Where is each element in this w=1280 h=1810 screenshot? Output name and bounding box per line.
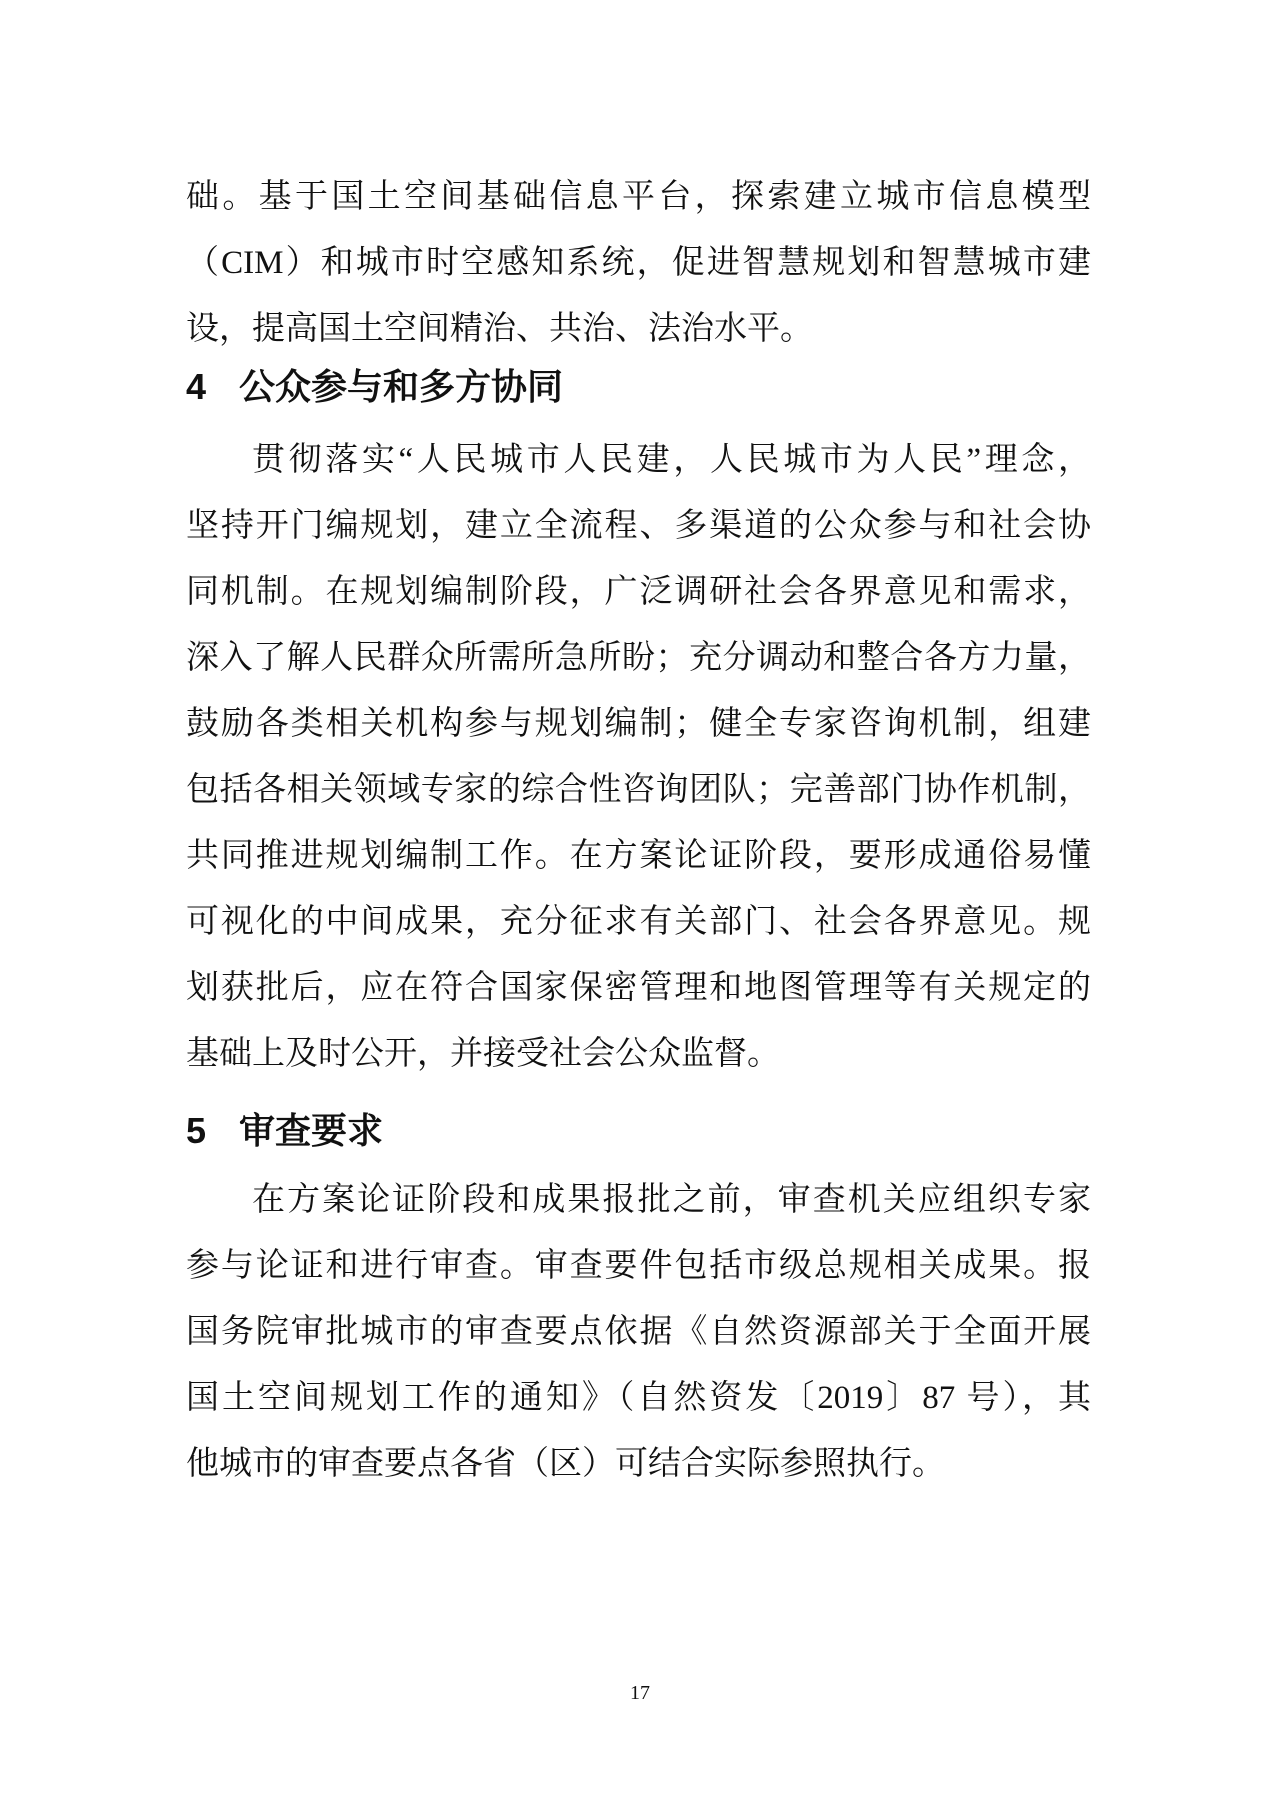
text-line: 同机制。在规划编制阶段，广泛调研社会各界意见和需求，	[186, 574, 1091, 610]
continuation-paragraph	[186, 164, 1091, 362]
text-line: 共同推进规划编制工作。在方案论证阶段，要形成通俗易懂	[186, 838, 1091, 874]
section-title: 审查要求	[239, 1110, 384, 1151]
text-line: 基础上及时公开，并接受社会公众监督。	[186, 1036, 780, 1072]
section-number: 5	[186, 1110, 207, 1151]
text-line: 他城市的审查要点各省（区）可结合实际参照执行。	[186, 1446, 945, 1482]
section-title: 公众参与和多方协同	[239, 366, 564, 407]
text-line: 包括各相关领域专家的综合性咨询团队；完善部门协作机制，	[186, 772, 1091, 808]
text-line: 国土空间规划工作的通知》（自然资发〔2019〕87 号），其	[186, 1380, 1091, 1416]
text-line: （CIM）和城市时空感知系统，促进智慧规划和智慧城市建	[186, 245, 1091, 281]
section-number: 4	[186, 366, 207, 407]
text-line: 深入了解人民群众所需所急所盼；充分调动和整合各方力量，	[186, 640, 1091, 676]
text-line: 坚持开门编规划，建立全流程、多渠道的公众参与和社会协	[186, 508, 1091, 544]
section4-paragraph	[186, 427, 1091, 1087]
text-line: 设，提高国土空间精治、共治、法治水平。	[186, 311, 813, 347]
text-line: 鼓励各类相关机构参与规划编制；健全专家咨询机制，组建	[186, 706, 1091, 742]
text-block	[186, 164, 1091, 1497]
text-line: 可视化的中间成果，充分征求有关部门、社会各界意见。规	[186, 904, 1091, 940]
text-line: 划获批后，应在符合国家保密管理和地图管理等有关规定的	[186, 970, 1091, 1006]
section-heading-5	[186, 1107, 1091, 1155]
page-number: 17	[630, 1682, 650, 1704]
text-line: 础。基于国土空间基础信息平台，探索建立城市信息模型	[186, 179, 1091, 215]
text-line: 在方案论证阶段和成果报批之前，审查机关应组织专家	[252, 1182, 1091, 1218]
text-line: 参与论证和进行审查。审查要件包括市级总规相关成果。报	[186, 1248, 1091, 1284]
section5-paragraph	[186, 1167, 1091, 1497]
text-line: 国务院审批城市的审查要点依据《自然资源部关于全面开展	[186, 1314, 1091, 1350]
text-line: 贯彻落实“人民城市人民建，人民城市为人民”理念，	[252, 442, 1091, 478]
section-heading-4	[186, 363, 1091, 411]
